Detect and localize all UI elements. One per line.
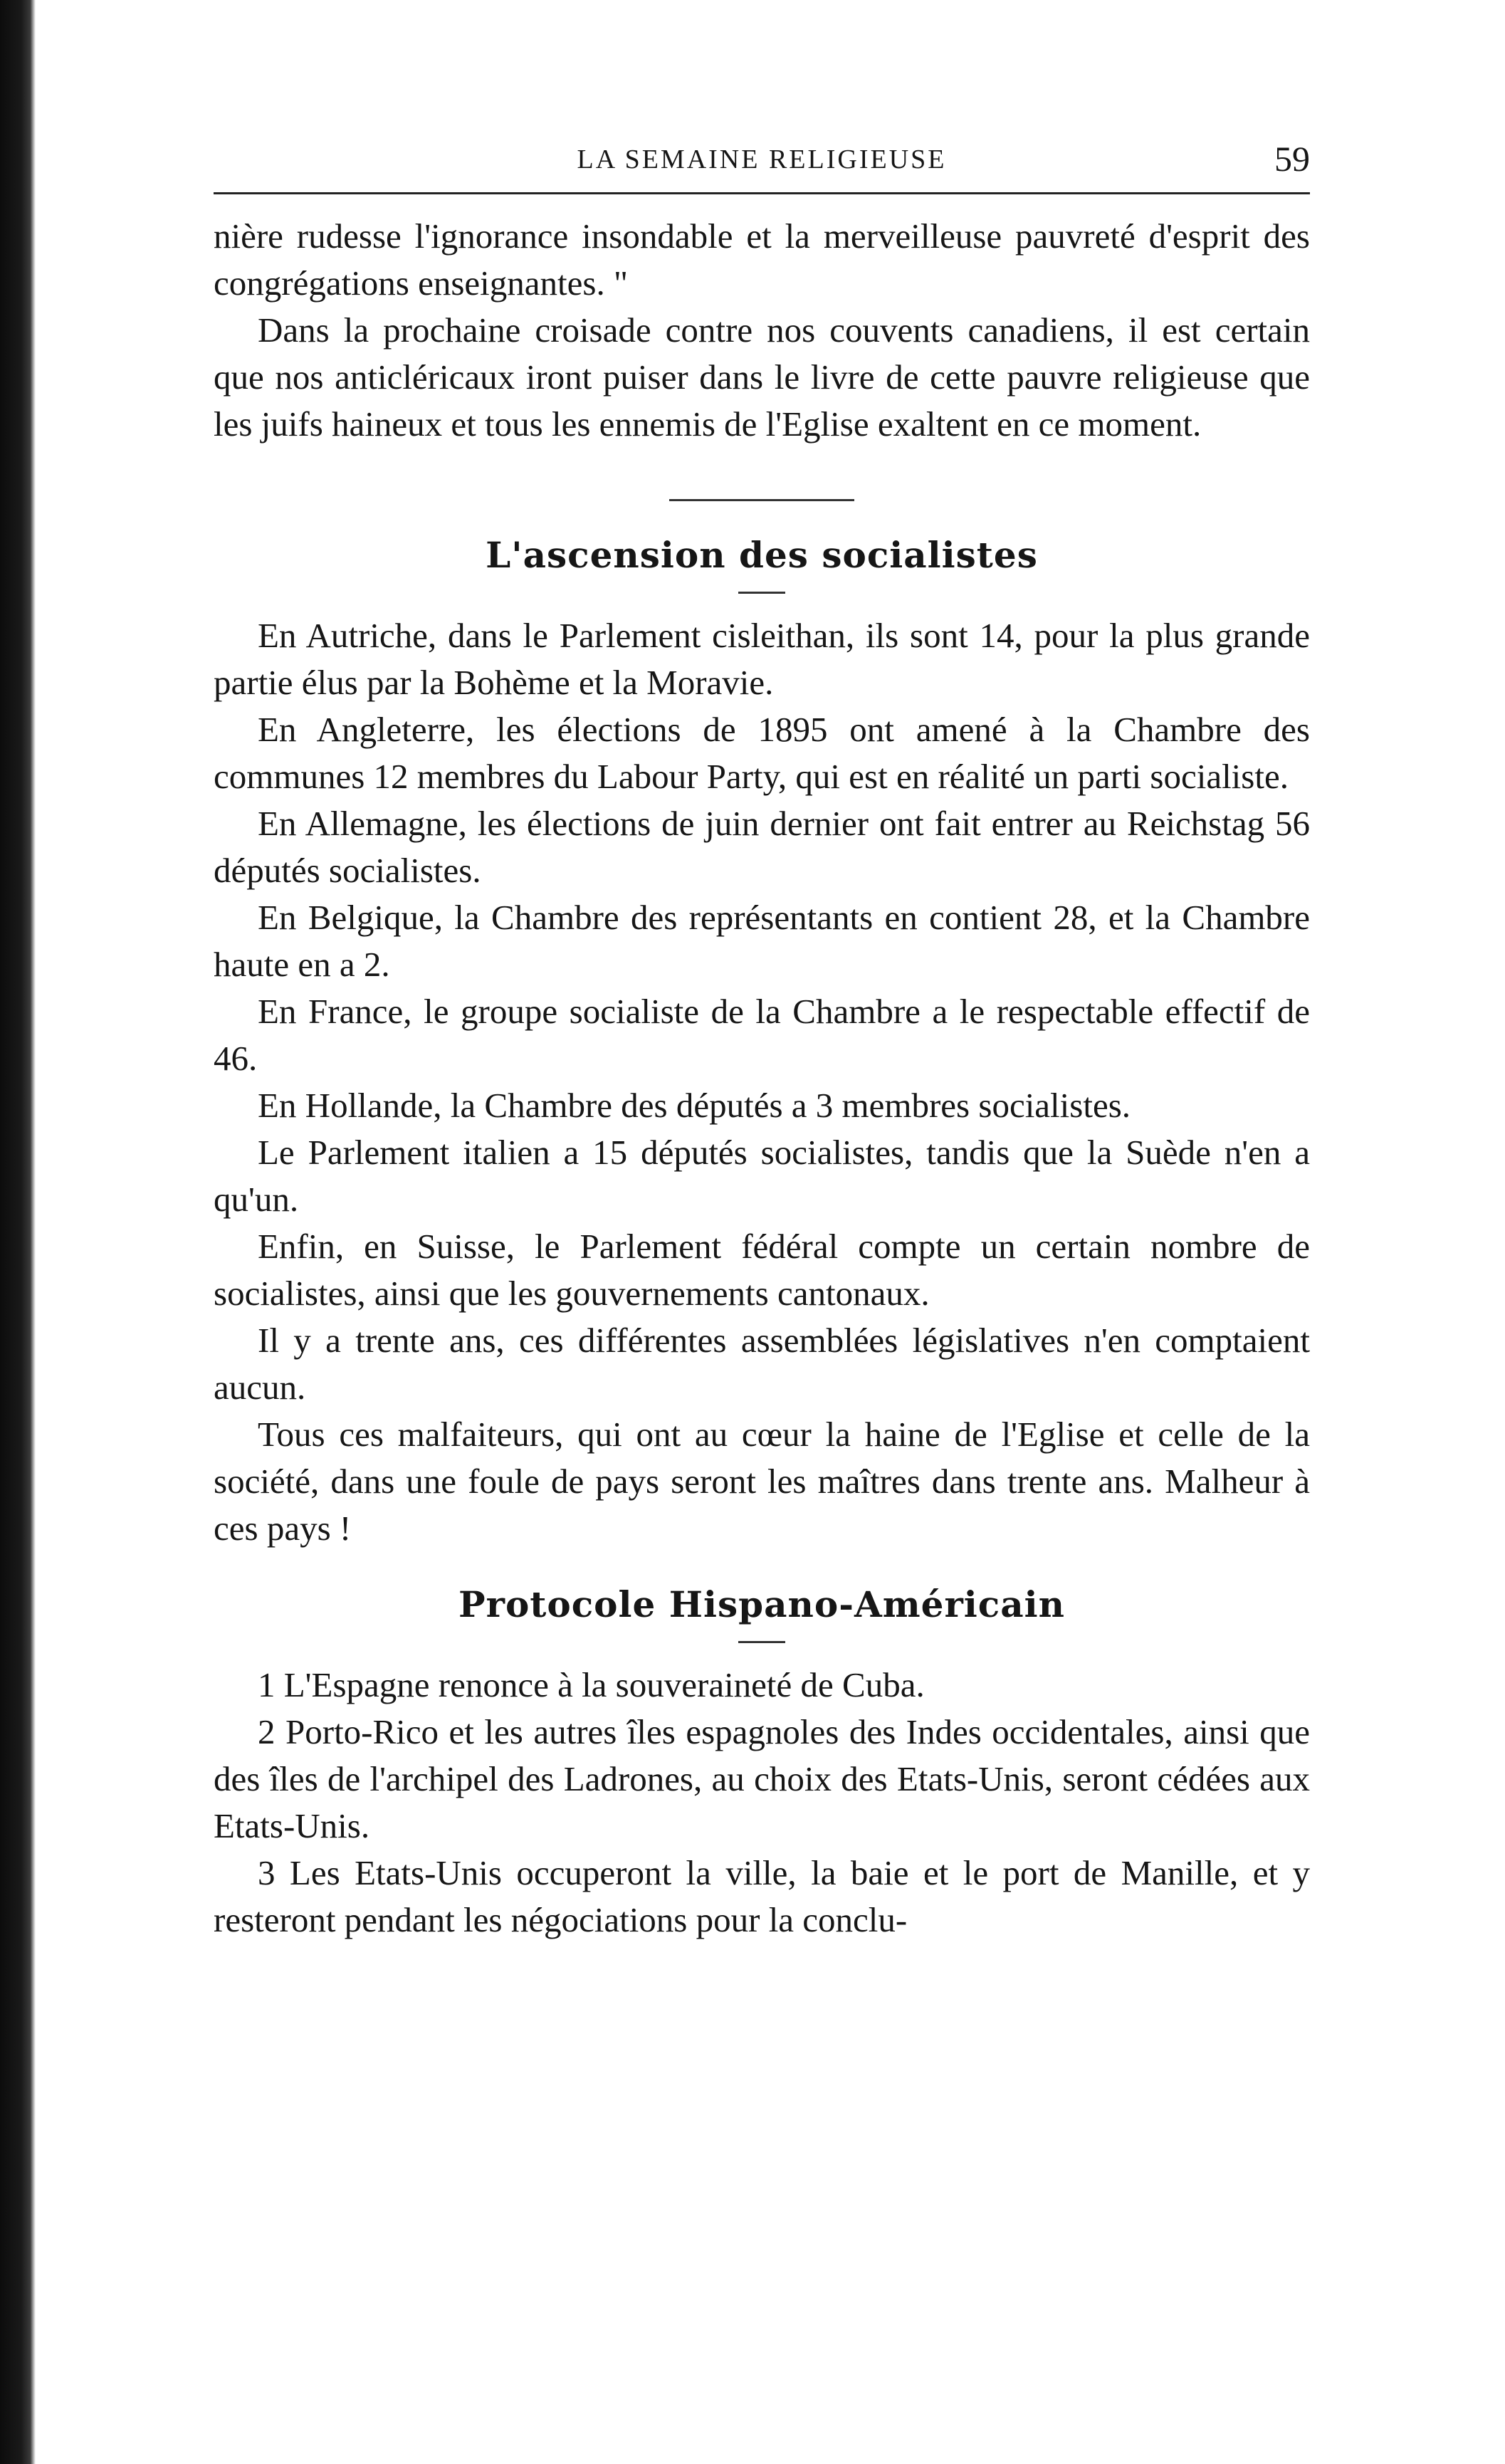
paragraph: Il y a trente ans, ces différentes assemblées législatives n'en comptaient aucun. bbox=[214, 1321, 1310, 1407]
section-protocole bbox=[214, 1583, 1310, 1944]
section-title: L'ascension des socialistes bbox=[486, 534, 1038, 576]
paragraph: En Belgique, la Chambre des représentants en contient 28, et la Chambre haute en a 2. bbox=[214, 898, 1310, 984]
protocol-item: 3 Les Etats-Unis occuperont la ville, la baie et le port de Manille, et y resteront pendant les négociations pour la conclu- bbox=[214, 1853, 1310, 1939]
page-binding-edge bbox=[0, 0, 36, 2464]
section-socialistes bbox=[214, 534, 1310, 1552]
paragraph: En Autriche, dans le Parlement cisleithan, ils sont 14, pour la plus grande partie élus par la Bohème et la Moravie. bbox=[214, 616, 1310, 702]
section-title: Protocole Hispano-Américain bbox=[458, 1583, 1065, 1625]
intro-text bbox=[214, 213, 1310, 448]
intro-paragraph: Dans la prochaine croisade contre nos couvents canadiens, il est certain que nos anticléricaux iront puiser dans le livre de cette pauvre religieuse que les juifs haineux et tous les ennemis de l'Eglise exaltent en ce moment. bbox=[214, 310, 1310, 444]
page bbox=[214, 135, 1310, 1944]
title-dash bbox=[738, 592, 785, 594]
paragraph: En Angleterre, les élections de 1895 ont amené à la Chambre des communes 12 membres du Labour Party, qui est en réalité un parti socialiste. bbox=[214, 710, 1310, 796]
protocol-item: 1 L'Espagne renonce à la souveraineté de Cuba. bbox=[258, 1665, 925, 1704]
paragraph: En Allemagne, les élections de juin dernier ont fait entrer au Reichstag 56 députés socialistes. bbox=[214, 804, 1310, 890]
page-header bbox=[214, 135, 1310, 192]
paragraph: En Hollande, la Chambre des députés a 3 membres socialistes. bbox=[258, 1086, 1131, 1125]
protocol-item: 2 Porto-Rico et les autres îles espagnoles des Indes occidentales, ainsi que des îles de l'archipel des Ladrones, au choix des Etats-Unis, seront cédées aux Etats-Unis. bbox=[214, 1712, 1310, 1845]
header-rule bbox=[214, 192, 1310, 194]
paragraph: En France, le groupe socialiste de la Chambre a le respectable effectif de 46. bbox=[214, 992, 1310, 1078]
running-title: LA SEMAINE RELIGIEUSE bbox=[577, 145, 947, 174]
title-dash bbox=[738, 1641, 785, 1643]
intro-paragraph: nière rudesse l'ignorance insondable et la merveilleuse pauvreté d'esprit des congrégations enseignantes. " bbox=[214, 216, 1310, 303]
paragraph: Enfin, en Suisse, le Parlement fédéral compte un certain nombre de socialistes, ainsi que les gouvernements cantonaux. bbox=[214, 1227, 1310, 1313]
paragraph: Le Parlement italien a 15 députés socialistes, tandis que la Suède n'en a qu'un. bbox=[214, 1133, 1310, 1219]
paragraph: Tous ces malfaiteurs, qui ont au cœur la haine de l'Eglise et celle de la société, dans une foule de pays seront les maîtres dans trente ans. Malheur à ces pays ! bbox=[214, 1415, 1310, 1548]
page-number: 59 bbox=[1274, 139, 1310, 179]
section-separator bbox=[669, 499, 854, 501]
